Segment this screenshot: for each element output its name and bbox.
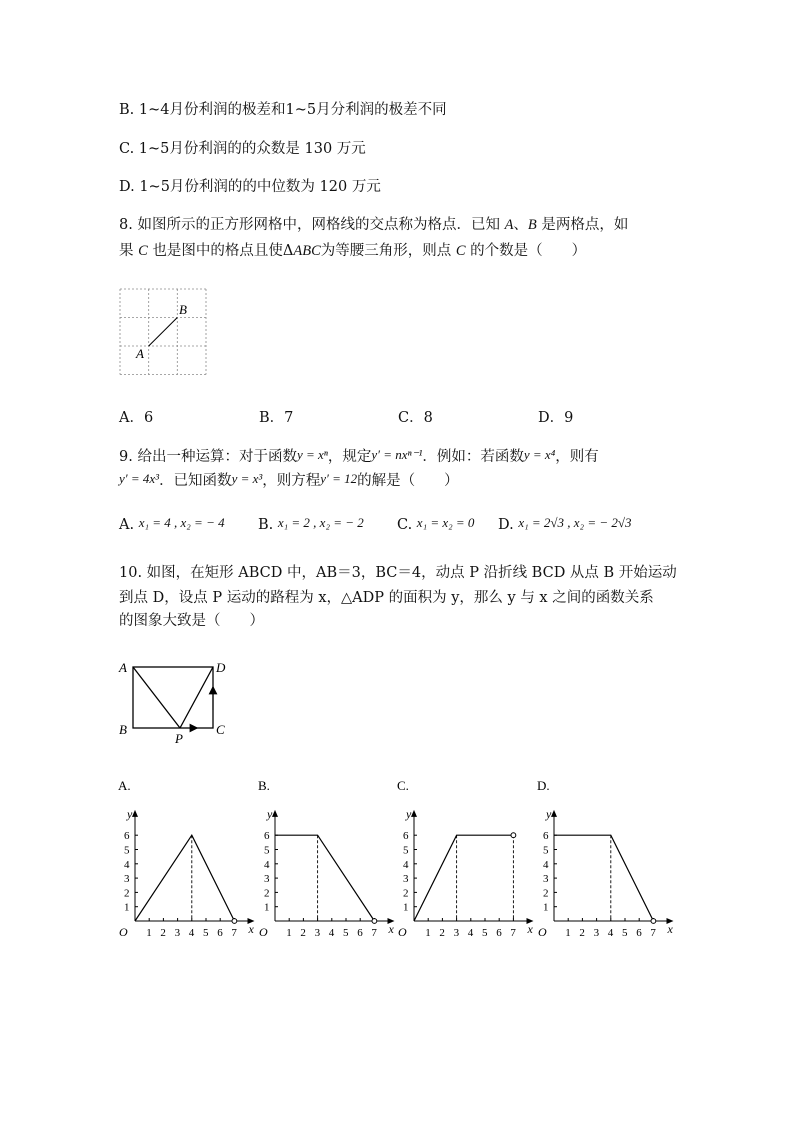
x-axis-label: x [388,922,394,936]
q10-stem-line1: 10. 如图，在矩形 ABCD 中，AB＝3，BC＝4，动点 P 沿折线 BCD 从点 B 开始运动 [119,565,677,581]
x-tick-label: 2 [439,927,445,939]
q8-stem-line2 [119,242,586,260]
q9-text: 9. 给出一种运算：对于函数 [119,449,297,465]
graph-b [257,776,405,941]
y-tick-label: 3 [543,873,549,886]
y-tick-label: 4 [543,858,549,871]
q8-text: 是两格点，如 [536,217,629,233]
graph-title: B. [258,778,270,793]
graph-title: A. [118,778,131,793]
y-tick-label: 3 [403,873,409,886]
x-tick-label: 6 [496,927,502,939]
x-tick-label: 5 [622,927,628,939]
option-expr: x₁ = 4 , x₂ = − 4 [138,515,225,530]
option-expr: x₁ = x₂ = 0 [416,515,475,530]
x-axis-label: x [667,922,673,936]
graph-c [396,776,544,941]
x-tick-label: 3 [314,927,321,939]
y-tick-label: 1 [124,901,130,914]
x-tick-label: 7 [510,927,516,939]
y-tick-label: 1 [264,901,270,914]
y-axis-label: y [406,806,412,821]
y-tick-label: 1 [543,901,549,914]
x-tick-label: 3 [593,927,600,939]
q8-triangle-name: ABC [293,243,321,259]
y-tick-label: 1 [403,901,409,914]
q9-formula: y = x³ [231,471,263,486]
q8-option-c: C．8 [398,410,433,426]
x-tick-label: 5 [203,927,209,939]
option-label: C. [397,517,413,533]
option-label: B. [258,517,274,533]
label-c: C [216,722,225,737]
q8-triangle-symbol: Δ [282,243,294,259]
segment-pd [180,667,213,728]
q8-text: 8. 如图所示的正方形网格中，网格线的交点称为格点．已知 [119,217,505,233]
y-tick-label: 4 [264,858,270,871]
q8-option-b: B．7 [259,410,294,426]
q9-text: ．例如：若函数 [422,449,524,465]
x-tick-label: 1 [425,927,431,939]
q9-text: ．已知函数 [159,473,232,489]
open-endpoint [511,833,516,838]
x-tick-label: 2 [300,927,306,939]
x-tick-label: 1 [565,927,571,939]
x-tick-label: 4 [328,927,335,939]
y-axis-label: y [267,806,273,821]
q9-formula: y′ = 4x³ [119,471,160,486]
q8-sep: 、 [513,217,528,233]
q8-point-a: A [504,217,514,233]
y-tick-label: 6 [264,830,270,843]
y-tick-label: 3 [124,873,130,886]
x-tick-label: 1 [286,927,292,939]
q9-formula: y = x⁴ [523,447,556,462]
y-axis-arrow [551,810,557,817]
x-tick-label: 7 [231,927,237,939]
x-tick-label: 6 [217,927,223,939]
origin-label: O [259,925,268,939]
q9-text: ，则方程 [262,473,321,489]
q8-text: 果 [119,243,139,259]
x-tick-label: 2 [160,927,166,939]
graph-title: C. [397,778,409,793]
q9-formula: y′ = nxⁿ⁻¹ [371,447,423,462]
x-tick-label: 2 [579,927,585,939]
q8-stem-line1 [119,216,628,234]
q9-option-c [397,514,474,534]
x-tick-label: 6 [357,927,363,939]
series-line [554,835,653,921]
q8-text: 为等腰三角形，则点 [320,243,456,259]
q9-option-d [498,514,632,534]
x-axis-label: x [248,922,254,936]
q8-text: 的个数是（ ） [465,243,587,259]
series-line [414,835,513,921]
y-tick-label: 2 [124,887,130,900]
label-b: B [119,722,127,737]
q8-option-d: D．9 [538,410,574,426]
label-b: B [179,302,187,317]
y-tick-label: 2 [403,887,409,900]
option-expr: x₁ = 2 , x₂ = − 2 [277,515,364,530]
q9-stem-line2 [119,470,459,490]
q9-formula: y = xⁿ [296,447,328,462]
x-tick-label: 4 [607,927,614,939]
q10-stem-line2: 到点 D，设点 P 运动的路程为 x，△ADP 的面积为 y，那么 y 与 x 之间的函数关系 [119,590,654,606]
q8-point-c: C [138,243,148,259]
x-tick-label: 1 [146,927,152,939]
label-a: A [119,660,127,675]
graph-a [117,776,265,941]
origin-label: O [119,925,128,939]
y-tick-label: 6 [403,830,409,843]
option-label: A. [119,517,135,533]
y-tick-label: 4 [403,858,409,871]
x-tick-label: 4 [188,927,195,939]
q10-stem-line3: 的图象大致是（ ） [119,613,264,629]
x-tick-label: 5 [343,927,349,939]
x-tick-label: 5 [482,927,488,939]
q9-text: ，规定 [327,449,372,465]
open-endpoint [232,919,237,924]
option-expr: x₁ = 2√3 , x₂ = − 2√3 [518,515,632,530]
origin-label: O [538,925,547,939]
x-tick-label: 6 [636,927,642,939]
series-line [135,835,234,921]
x-tick-label: 7 [650,927,656,939]
graph-d [536,776,684,941]
origin-label: O [398,925,407,939]
y-axis-arrow [132,810,138,817]
y-tick-label: 6 [124,830,130,843]
label-d: D [216,660,226,675]
y-tick-label: 5 [264,844,270,857]
x-tick-label: 3 [174,927,181,939]
q7-option-b: B. 1~4月份利润的极差和1~5月分利润的极差不同 [119,102,447,118]
segment-ab [149,318,178,347]
y-axis-arrow [411,810,417,817]
open-endpoint [372,919,377,924]
q9-option-a [119,514,225,534]
y-tick-label: 2 [543,887,549,900]
q9-text: 的解是（ ） [357,473,459,489]
open-endpoint [651,919,656,924]
y-axis-label: y [546,806,552,821]
y-tick-label: 5 [543,844,549,857]
option-label: D. [498,517,514,533]
q8-grid-figure [115,285,215,380]
label-a: A [136,346,144,361]
y-tick-label: 3 [264,873,270,886]
q9-option-b [258,514,364,534]
q9-stem-line1 [119,446,599,466]
q9-formula: y′ = 12 [320,471,358,486]
series-line [275,835,374,921]
y-axis-arrow [272,810,278,817]
y-tick-label: 4 [124,858,130,871]
q8-point-b: B [527,217,537,233]
q9-text: ，则有 [555,449,599,465]
x-tick-label: 3 [453,927,460,939]
y-tick-label: 6 [543,830,549,843]
x-tick-label: 7 [371,927,377,939]
q10-rectangle-figure [112,655,242,745]
segment-ap [133,667,180,728]
q8-point-c: C [455,243,466,259]
x-axis-label: x [527,922,533,936]
graph-title: D. [537,778,550,793]
q7-option-c: C. 1~5月份利润的的众数是 130 万元 [119,141,366,157]
q7-option-d: D. 1~5月份利润的的中位数为 120 万元 [119,179,381,195]
y-tick-label: 2 [264,887,270,900]
y-tick-label: 5 [124,844,130,857]
x-tick-label: 4 [467,927,474,939]
y-axis-label: y [127,806,133,821]
label-p: P [175,731,183,745]
q8-text: 也是图中的格点且使 [147,243,283,259]
q8-option-a: A．6 [119,410,154,426]
y-tick-label: 5 [403,844,409,857]
